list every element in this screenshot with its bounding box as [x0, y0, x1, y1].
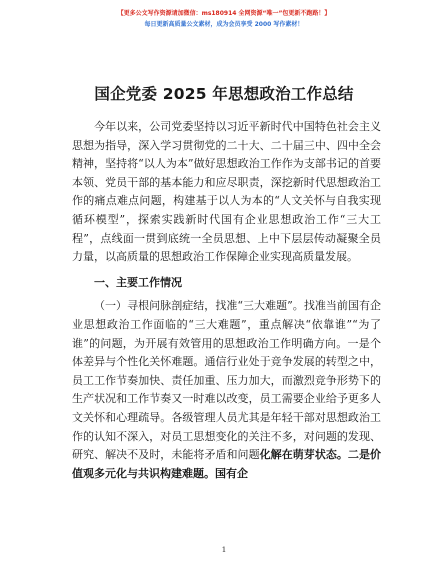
body-paragraph — [72, 297, 381, 483]
document-body — [72, 118, 381, 483]
promo-banner-line-1: 【更多公文写作资源请加微信：ms180914 全网资源“唯一”包更新不跑路！】 — [117, 10, 331, 17]
section-heading: 一、主要工作情况 — [94, 275, 182, 289]
document-title: 国企党委 2025 年思想政治工作总结 — [94, 85, 354, 103]
page-number: 1 — [221, 545, 227, 554]
intro-paragraph: 今年以来，公司党委坚持以习近平新时代中国特色社会主义思想为指导，深入学习贯彻党的二十大、二十届三中、四中全会精神，坚持将“以人为本”做好思想政治工作作为支部书记的首要本领、党员干部的基本能力和应尽职责，深挖新时代思想政治工作的痛点难点问题，构建基于以人为本的“人文关怀与自我实现循环模型”，探索实践新时代国有企业思想政治工作“三大工程”，点线面一贯到底统一全员思想、上中下层层传动凝聚全员力量，以高质量的思想政治工作保障企业实现高质量发展。 — [72, 120, 381, 264]
promo-banner-line-2: 每日更新高质量公文素材，成为会员享受 2000 写作素材！ — [144, 21, 304, 28]
paragraph-text-bold: 化解在萌芽状态。二是价值观多元化与共识构建难题。国有企 — [72, 448, 382, 480]
promo-banner — [0, 8, 448, 30]
paragraph-text: （一）寻根问脉剖症结，找准“三大难题”。找准当前国有企业思想政治工作面临的“三大难题”，重点解决“依靠谁”“为了谁”的问题，为开展有效管用的思想政治工作明确方向。一是个体差异与个性化关怀难题。通信行业处于竞争发展的转型之中，员工工作节奏加快、责任加重、压力加大，而激烈竞争形势下的生产状况和工作节奏又一时难以改变，员工需要企业给予更多人文关怀和心理疏导。各级管理人员尤其是年轻干部对思想政治工作的认知不深入，对员工思想变化的关注不多，对问题的发现、研究、解决不及时，未能将矛盾和问题 — [72, 299, 381, 462]
